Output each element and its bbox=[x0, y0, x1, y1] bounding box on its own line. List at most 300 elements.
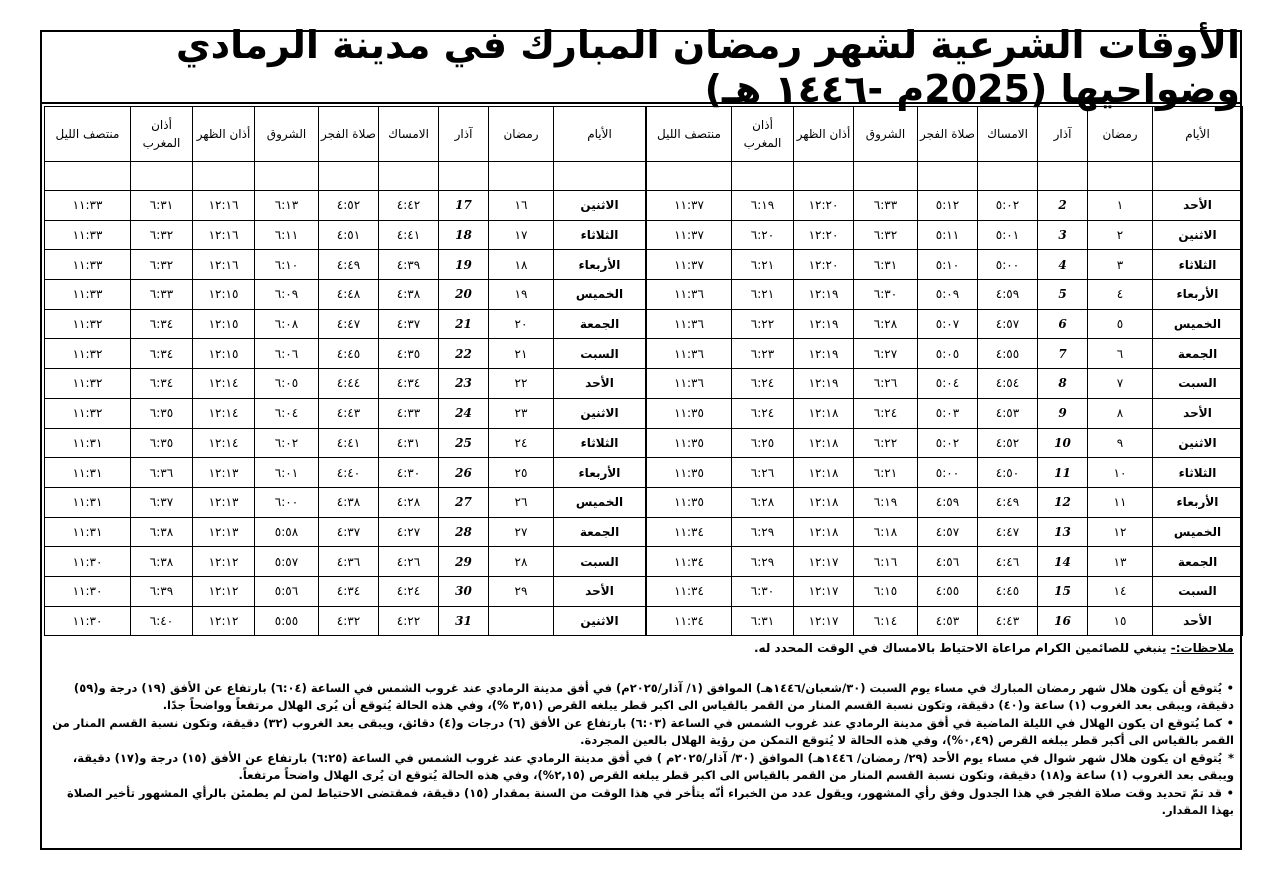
cell-maghrib: ٦:٣٢ bbox=[131, 220, 193, 250]
cell-day: الثلاثاء bbox=[554, 220, 646, 250]
header-fajr: صلاة الفجر bbox=[319, 107, 379, 162]
cell-dhuhr: ١٢:١٩ bbox=[794, 369, 854, 399]
cell-imsak: ٤:٤١ bbox=[379, 220, 439, 250]
table-row bbox=[45, 191, 646, 221]
cell-ramadan: ١٢ bbox=[1088, 517, 1153, 547]
cell-fajr: ٤:٤٩ bbox=[319, 250, 379, 280]
cell-midnight: ١١:٣٦ bbox=[647, 280, 732, 310]
table-row bbox=[647, 428, 1243, 458]
cell-ramadan: ٢٤ bbox=[489, 428, 554, 458]
cell-fajr: ٤:٣٢ bbox=[319, 606, 379, 636]
cell-shuruq: ٥:٥٧ bbox=[255, 547, 319, 577]
cell-maghrib: ٦:١٩ bbox=[732, 191, 794, 221]
cell-fajr: ٤:٤٣ bbox=[319, 398, 379, 428]
table-row bbox=[647, 487, 1243, 517]
cell-imsak: ٤:٥٩ bbox=[978, 280, 1038, 310]
cell-midnight: ١١:٣٤ bbox=[647, 576, 732, 606]
asterisk-icon: * bbox=[1227, 751, 1234, 765]
cell-day: السبت bbox=[1153, 576, 1243, 606]
cell-maghrib: ٦:٢٢ bbox=[732, 309, 794, 339]
cell-dhuhr: ١٢:١٢ bbox=[193, 606, 255, 636]
cell-ramadan: ٢١ bbox=[489, 339, 554, 369]
cell-shuruq: ٦:٠١ bbox=[255, 458, 319, 488]
cell-ramadan: ١٧ bbox=[489, 220, 554, 250]
cell-adhar: 9 bbox=[1038, 398, 1088, 428]
cell-dhuhr: ١٢:١٩ bbox=[794, 339, 854, 369]
cell-day: الجمعة bbox=[1153, 339, 1243, 369]
table-row bbox=[45, 517, 646, 547]
cell-dhuhr: ١٢:٢٠ bbox=[794, 191, 854, 221]
header-adhar: آذار bbox=[439, 107, 489, 162]
cell-midnight: ١١:٣٥ bbox=[647, 487, 732, 517]
cell-midnight: ١١:٣٥ bbox=[647, 398, 732, 428]
cell-midnight: ١١:٣٦ bbox=[647, 369, 732, 399]
cell-fajr: ٤:٣٨ bbox=[319, 487, 379, 517]
cell-midnight: ١١:٣٠ bbox=[45, 606, 131, 636]
cell-fajr: ٤:٣٤ bbox=[319, 576, 379, 606]
cell-ramadan: ١٠ bbox=[1088, 458, 1153, 488]
cell-shuruq: ٦:١٦ bbox=[854, 547, 918, 577]
cell-day: الخميس bbox=[554, 487, 646, 517]
cell-shuruq: ٦:٠٦ bbox=[255, 339, 319, 369]
cell-imsak: ٤:٥٧ bbox=[978, 309, 1038, 339]
timetable-right bbox=[646, 106, 1243, 636]
cell-dhuhr: ١٢:٢٠ bbox=[794, 250, 854, 280]
cell-dhuhr: ١٢:١٧ bbox=[794, 576, 854, 606]
cell-maghrib: ٦:٢٠ bbox=[732, 220, 794, 250]
cell-adhar: 14 bbox=[1038, 547, 1088, 577]
cell-midnight: ١١:٣٠ bbox=[45, 547, 131, 577]
table-row bbox=[647, 339, 1243, 369]
cell-day: الأربعاء bbox=[554, 458, 646, 488]
cell-midnight: ١١:٣٠ bbox=[45, 576, 131, 606]
cell-maghrib: ٦:٢٤ bbox=[732, 398, 794, 428]
cell-dhuhr: ١٢:١٦ bbox=[193, 250, 255, 280]
cell-adhar: 10 bbox=[1038, 428, 1088, 458]
header-shuruq: الشروق bbox=[854, 107, 918, 162]
cell-shuruq: ٦:٠٩ bbox=[255, 280, 319, 310]
note-bullet bbox=[48, 680, 1234, 713]
cell-imsak: ٤:٣١ bbox=[379, 428, 439, 458]
header-days: الأيام bbox=[1153, 107, 1243, 162]
cell-adhar: 12 bbox=[1038, 487, 1088, 517]
note-bullet bbox=[48, 785, 1234, 818]
cell-ramadan: ١٦ bbox=[489, 191, 554, 221]
cell-maghrib: ٦:٣٢ bbox=[131, 250, 193, 280]
cell-fajr: ٤:٣٧ bbox=[319, 517, 379, 547]
cell-day: الاثنين bbox=[554, 606, 646, 636]
cell-shuruq: ٦:٣١ bbox=[854, 250, 918, 280]
cell-adhar: 22 bbox=[439, 339, 489, 369]
note-text: يُتوقع أن يكون هلال شهر رمضان المبارك في مساء يوم السبت (٣٠/شعبان/١٤٤٦هـ) الموافق (١/ آذار/٢٠٢٥م) في أفق مدينة الرمادي عند غروب الشمس في الساعة (٦:٠٤) بارتفاع عن الأفق (١٩) درجة و(٥٩) دقيقة، ويبقى بعد الغروب (١) ساعة و(٤٠) دقيقة، وتكون نسبة القسم المنار من القمر بالقياس الى اكبر قطر يبلغه القرص (٣,٥١ %)، وفي هذه الحالة يُتوقع أن يُرى الهلال مرتفعاً وواضحاً جدًا. bbox=[73, 681, 1234, 712]
cell-shuruq: ٥:٥٨ bbox=[255, 517, 319, 547]
header-imsak: الامساك bbox=[379, 107, 439, 162]
cell-shuruq: ٦:١٣ bbox=[255, 191, 319, 221]
cell-dhuhr: ١٢:١٥ bbox=[193, 339, 255, 369]
bullet-icon: • bbox=[1226, 786, 1234, 800]
cell-ramadan: ٤ bbox=[1088, 280, 1153, 310]
cell-shuruq: ٦:٣٣ bbox=[854, 191, 918, 221]
cell-day: الثلاثاء bbox=[1153, 250, 1243, 280]
cell-midnight: ١١:٣٤ bbox=[647, 547, 732, 577]
cell-maghrib: ٦:٢٩ bbox=[732, 517, 794, 547]
cell-adhar: 31 bbox=[439, 606, 489, 636]
cell-maghrib: ٦:٣٨ bbox=[131, 547, 193, 577]
cell-dhuhr: ١٢:١٨ bbox=[794, 517, 854, 547]
cell-day: الاثنين bbox=[554, 398, 646, 428]
cell-dhuhr: ١٢:١٦ bbox=[193, 220, 255, 250]
cell-adhar: 20 bbox=[439, 280, 489, 310]
cell-shuruq: ٦:١١ bbox=[255, 220, 319, 250]
cell-imsak: ٤:٢٤ bbox=[379, 576, 439, 606]
cell-maghrib: ٦:٢٤ bbox=[732, 369, 794, 399]
cell-fajr: ٥:٠٥ bbox=[918, 339, 978, 369]
cell-day: الثلاثاء bbox=[554, 428, 646, 458]
cell-fajr: ٤:٥٥ bbox=[918, 576, 978, 606]
cell-day: الأحد bbox=[554, 369, 646, 399]
cell-fajr: ٥:١٢ bbox=[918, 191, 978, 221]
cell-adhar: 11 bbox=[1038, 458, 1088, 488]
cell-maghrib: ٦:٢٥ bbox=[732, 428, 794, 458]
cell-maghrib: ٦:٣٩ bbox=[131, 576, 193, 606]
cell-imsak: ٤:٤٥ bbox=[978, 576, 1038, 606]
header-ramadan: رمضان bbox=[489, 107, 554, 162]
header-shuruq: الشروق bbox=[255, 107, 319, 162]
header-dhuhr: أذان الظهر bbox=[794, 107, 854, 162]
table-row bbox=[647, 369, 1243, 399]
cell-imsak: ٤:٣٨ bbox=[379, 280, 439, 310]
cell-fajr: ٥:٠٤ bbox=[918, 369, 978, 399]
cell-midnight: ١١:٣٤ bbox=[647, 517, 732, 547]
cell-adhar: 16 bbox=[1038, 606, 1088, 636]
timetable-right-body bbox=[647, 162, 1243, 636]
cell-shuruq: ٦:٠٤ bbox=[255, 398, 319, 428]
notes-body bbox=[48, 680, 1234, 820]
header-dhuhr: أذان الظهر bbox=[193, 107, 255, 162]
cell-imsak: ٤:٥٤ bbox=[978, 369, 1038, 399]
cell-midnight: ١١:٣٢ bbox=[45, 398, 131, 428]
cell-maghrib: ٦:٣٥ bbox=[131, 398, 193, 428]
cell-day: الأحد bbox=[1153, 606, 1243, 636]
cell-day: الأحد bbox=[1153, 191, 1243, 221]
cell-shuruq: ٦:٢٦ bbox=[854, 369, 918, 399]
cell-midnight: ١١:٣٣ bbox=[45, 280, 131, 310]
cell-shuruq: ٦:٠٢ bbox=[255, 428, 319, 458]
cell-ramadan: ٣ bbox=[1088, 250, 1153, 280]
cell-shuruq: ٦:٣٠ bbox=[854, 280, 918, 310]
cell-dhuhr: ١٢:١٨ bbox=[794, 458, 854, 488]
table-row bbox=[45, 576, 646, 606]
cell-dhuhr: ١٢:١٢ bbox=[193, 576, 255, 606]
cell-dhuhr: ١٢:١٧ bbox=[794, 547, 854, 577]
header-adhar: آذار bbox=[1038, 107, 1088, 162]
cell-fajr: ٥:٠٣ bbox=[918, 398, 978, 428]
cell-day: الجمعة bbox=[1153, 547, 1243, 577]
cell-imsak: ٤:٢٧ bbox=[379, 517, 439, 547]
cell-shuruq: ٥:٥٦ bbox=[255, 576, 319, 606]
table-row bbox=[45, 220, 646, 250]
cell-ramadan: ٢٨ bbox=[489, 547, 554, 577]
cell-imsak: ٤:٤٣ bbox=[978, 606, 1038, 636]
cell-fajr: ٤:٣٦ bbox=[319, 547, 379, 577]
cell-midnight: ١١:٣٣ bbox=[45, 191, 131, 221]
cell-shuruq: ٥:٥٥ bbox=[255, 606, 319, 636]
table-row bbox=[647, 220, 1243, 250]
cell-maghrib: ٦:٣٤ bbox=[131, 369, 193, 399]
cell-dhuhr: ١٢:١٦ bbox=[193, 191, 255, 221]
page-title: الأوقات الشرعية لشهر رمضان المبارك في مدينة الرمادي وضواحيها (2025م -١٤٤٦ هـ) bbox=[42, 32, 1240, 104]
cell-adhar: 30 bbox=[439, 576, 489, 606]
header-ramadan: رمضان bbox=[1088, 107, 1153, 162]
cell-midnight: ١١:٣٥ bbox=[647, 458, 732, 488]
cell-shuruq: ٦:١٨ bbox=[854, 517, 918, 547]
cell-midnight: ١١:٣٦ bbox=[647, 339, 732, 369]
cell-shuruq: ٦:٢٤ bbox=[854, 398, 918, 428]
cell-fajr: ٥:٠٢ bbox=[918, 428, 978, 458]
cell-imsak: ٤:٥٥ bbox=[978, 339, 1038, 369]
cell-shuruq: ٦:١٠ bbox=[255, 250, 319, 280]
table-row bbox=[647, 280, 1243, 310]
cell-midnight: ١١:٣٣ bbox=[45, 250, 131, 280]
cell-dhuhr: ١٢:١٢ bbox=[193, 547, 255, 577]
table-row bbox=[45, 458, 646, 488]
table-row bbox=[45, 398, 646, 428]
cell-dhuhr: ١٢:١٤ bbox=[193, 369, 255, 399]
header-midnight: منتصف الليل bbox=[647, 107, 732, 162]
table-row bbox=[45, 339, 646, 369]
cell-midnight: ١١:٣٢ bbox=[45, 309, 131, 339]
timetable-left bbox=[44, 106, 646, 636]
cell-midnight: ١١:٣٢ bbox=[45, 369, 131, 399]
cell-ramadan: ٧ bbox=[1088, 369, 1153, 399]
header-days: الأيام bbox=[554, 107, 646, 162]
cell-day: الأحد bbox=[554, 576, 646, 606]
cell-adhar: 13 bbox=[1038, 517, 1088, 547]
cell-adhar: 26 bbox=[439, 458, 489, 488]
header-maghrib: أذان المغرب bbox=[732, 107, 794, 162]
cell-fajr: ٤:٥٣ bbox=[918, 606, 978, 636]
cell-imsak: ٤:٣٧ bbox=[379, 309, 439, 339]
cell-maghrib: ٦:٣٠ bbox=[732, 576, 794, 606]
cell-maghrib: ٦:٣١ bbox=[131, 191, 193, 221]
table-row bbox=[647, 250, 1243, 280]
cell-day: السبت bbox=[554, 547, 646, 577]
cell-day: الثلاثاء bbox=[1153, 458, 1243, 488]
cell-imsak: ٥:٠٠ bbox=[978, 250, 1038, 280]
cell-adhar: 27 bbox=[439, 487, 489, 517]
bullet-icon: • bbox=[1226, 716, 1234, 730]
cell-adhar: 18 bbox=[439, 220, 489, 250]
cell-fajr: ٤:٤٨ bbox=[319, 280, 379, 310]
cell-ramadan: ٢٥ bbox=[489, 458, 554, 488]
cell-day: الجمعة bbox=[554, 309, 646, 339]
cell-midnight: ١١:٣١ bbox=[45, 487, 131, 517]
blank-row bbox=[45, 162, 646, 191]
cell-ramadan: ٢٠ bbox=[489, 309, 554, 339]
cell-imsak: ٤:٢٦ bbox=[379, 547, 439, 577]
cell-imsak: ٤:٤٦ bbox=[978, 547, 1038, 577]
cell-imsak: ٤:٥٢ bbox=[978, 428, 1038, 458]
cell-ramadan: ٢ bbox=[1088, 220, 1153, 250]
cell-dhuhr: ١٢:٢٠ bbox=[794, 220, 854, 250]
cell-fajr: ٥:١٠ bbox=[918, 250, 978, 280]
note-text: يُتوقع ان يكون هلال شهر شوال في مساء يوم الأحد (٢٩/ رمضان/ ١٤٤٦هـ) الموافق (٣٠/ آذار/٢٠٢٥م ) في أفق مدينة الرمادي عند غروب الشمس في الساعة (٦:٢٥) بارتفاع عن الأفق (١٥) درجة و(١٧) دقيقة، ويبقى بعد الغروب (١) ساعة و(١٨) دقيقة، وتكون نسبة القسم المنار من القمر بالقياس الى اكبر قطر يبلغه القرص (٢,١٥%)، وفي هذه الحالة يُتوقع ان يُرى الهلال واضحاً مرتفعاً. bbox=[72, 751, 1234, 782]
cell-shuruq: ٦:٢١ bbox=[854, 458, 918, 488]
cell-ramadan: ٥ bbox=[1088, 309, 1153, 339]
cell-shuruq: ٦:٠٠ bbox=[255, 487, 319, 517]
cell-day: الأربعاء bbox=[554, 250, 646, 280]
cell-shuruq: ٦:٢٨ bbox=[854, 309, 918, 339]
cell-imsak: ٤:٣٩ bbox=[379, 250, 439, 280]
cell-adhar: 2 bbox=[1038, 191, 1088, 221]
cell-imsak: ٤:٤٢ bbox=[379, 191, 439, 221]
cell-maghrib: ٦:٢١ bbox=[732, 250, 794, 280]
note-bullet bbox=[48, 715, 1234, 748]
cell-adhar: 19 bbox=[439, 250, 489, 280]
cell-day: الخميس bbox=[1153, 517, 1243, 547]
table-row bbox=[647, 606, 1243, 636]
cell-midnight: ١١:٣٤ bbox=[647, 606, 732, 636]
cell-ramadan: ١٤ bbox=[1088, 576, 1153, 606]
notes-header bbox=[754, 640, 1234, 657]
cell-ramadan: ٢٦ bbox=[489, 487, 554, 517]
cell-midnight: ١١:٣١ bbox=[45, 428, 131, 458]
table-row bbox=[647, 309, 1243, 339]
cell-ramadan: ٢٢ bbox=[489, 369, 554, 399]
header-fajr: صلاة الفجر bbox=[918, 107, 978, 162]
cell-adhar: 23 bbox=[439, 369, 489, 399]
cell-day: السبت bbox=[554, 339, 646, 369]
cell-adhar: 21 bbox=[439, 309, 489, 339]
cell-day: الأربعاء bbox=[1153, 280, 1243, 310]
table-header-row bbox=[647, 107, 1243, 162]
cell-day: الأحد bbox=[1153, 398, 1243, 428]
cell-maghrib: ٦:٣١ bbox=[732, 606, 794, 636]
cell-maghrib: ٦:٣٥ bbox=[131, 428, 193, 458]
cell-imsak: ٤:٣٣ bbox=[379, 398, 439, 428]
cell-shuruq: ٦:٠٨ bbox=[255, 309, 319, 339]
cell-dhuhr: ١٢:١٤ bbox=[193, 428, 255, 458]
cell-ramadan: ١١ bbox=[1088, 487, 1153, 517]
cell-dhuhr: ١٢:١٥ bbox=[193, 280, 255, 310]
cell-imsak: ٤:٣٥ bbox=[379, 339, 439, 369]
header-midnight: منتصف الليل bbox=[45, 107, 131, 162]
cell-dhuhr: ١٢:١٧ bbox=[794, 606, 854, 636]
cell-adhar: 28 bbox=[439, 517, 489, 547]
cell-maghrib: ٦:٣٧ bbox=[131, 487, 193, 517]
cell-adhar: 8 bbox=[1038, 369, 1088, 399]
cell-maghrib: ٦:٣٤ bbox=[131, 339, 193, 369]
cell-adhar: 24 bbox=[439, 398, 489, 428]
cell-shuruq: ٦:١٥ bbox=[854, 576, 918, 606]
cell-dhuhr: ١٢:١٩ bbox=[794, 309, 854, 339]
cell-ramadan: ١٣ bbox=[1088, 547, 1153, 577]
cell-fajr: ٤:٤٤ bbox=[319, 369, 379, 399]
cell-maghrib: ٦:٤٠ bbox=[131, 606, 193, 636]
cell-imsak: ٤:٢٨ bbox=[379, 487, 439, 517]
cell-ramadan: ١٥ bbox=[1088, 606, 1153, 636]
cell-ramadan: ٨ bbox=[1088, 398, 1153, 428]
cell-day: الاثنين bbox=[1153, 220, 1243, 250]
cell-fajr: ٥:١١ bbox=[918, 220, 978, 250]
cell-adhar: 25 bbox=[439, 428, 489, 458]
cell-ramadan: ١ bbox=[1088, 191, 1153, 221]
table-row bbox=[647, 191, 1243, 221]
cell-midnight: ١١:٣٣ bbox=[45, 220, 131, 250]
cell-maghrib: ٦:٢٦ bbox=[732, 458, 794, 488]
table-row bbox=[647, 458, 1243, 488]
cell-imsak: ٤:٣٤ bbox=[379, 369, 439, 399]
cell-fajr: ٤:٥٦ bbox=[918, 547, 978, 577]
cell-fajr: ٤:٤٧ bbox=[319, 309, 379, 339]
cell-imsak: ٤:٤٧ bbox=[978, 517, 1038, 547]
cell-imsak: ٤:٥٠ bbox=[978, 458, 1038, 488]
cell-ramadan: ٢٩ bbox=[489, 576, 554, 606]
table-row bbox=[45, 250, 646, 280]
cell-midnight: ١١:٣٧ bbox=[647, 250, 732, 280]
cell-fajr: ٥:٠٠ bbox=[918, 458, 978, 488]
cell-fajr: ٥:٠٩ bbox=[918, 280, 978, 310]
cell-maghrib: ٦:٣٨ bbox=[131, 517, 193, 547]
header-imsak: الامساك bbox=[978, 107, 1038, 162]
prayer-timetable-sheet bbox=[40, 23, 1242, 850]
cell-ramadan: ١٨ bbox=[489, 250, 554, 280]
header-maghrib: أذان المغرب bbox=[131, 107, 193, 162]
cell-maghrib: ٦:٣٦ bbox=[131, 458, 193, 488]
note-text: قد تمّ تحديد وقت صلاة الفجر في هذا الجدول وفق رأي المشهور، ويقول عدد من الخبراء أنّه يتأخر في هذا الوقت من السنة بمقدار (١٥) دقيقة، فمقتضى الاحتياط لمن لم يطمئن بالرأي المشهور تأخير الصلاة بهذا المقدار. bbox=[67, 786, 1234, 817]
cell-day: الخميس bbox=[1153, 309, 1243, 339]
table-row bbox=[45, 428, 646, 458]
cell-fajr: ٤:٥١ bbox=[319, 220, 379, 250]
notes-section bbox=[44, 634, 1240, 848]
table-row bbox=[647, 398, 1243, 428]
cell-shuruq: ٦:١٩ bbox=[854, 487, 918, 517]
cell-midnight: ١١:٣٧ bbox=[647, 220, 732, 250]
cell-imsak: ٤:٣٠ bbox=[379, 458, 439, 488]
cell-fajr: ٤:٥٩ bbox=[918, 487, 978, 517]
cell-ramadan: ٢٧ bbox=[489, 517, 554, 547]
cell-day: الجمعة bbox=[554, 517, 646, 547]
cell-midnight: ١١:٣٧ bbox=[647, 191, 732, 221]
table-row bbox=[45, 547, 646, 577]
notes-intro: ينبغي للصائمين الكرام مراعاة الاحتياط بالامساك في الوقت المحدد له. bbox=[754, 641, 1167, 655]
cell-maghrib: ٦:٢٨ bbox=[732, 487, 794, 517]
cell-shuruq: ٦:٣٢ bbox=[854, 220, 918, 250]
cell-day: الاثنين bbox=[554, 191, 646, 221]
table-row bbox=[647, 576, 1243, 606]
cell-adhar: 15 bbox=[1038, 576, 1088, 606]
cell-imsak: ٥:٠١ bbox=[978, 220, 1038, 250]
cell-day: الاثنين bbox=[1153, 428, 1243, 458]
table-row bbox=[647, 517, 1243, 547]
note-bullet bbox=[48, 750, 1234, 783]
cell-ramadan: ٢٣ bbox=[489, 398, 554, 428]
table-row bbox=[647, 547, 1243, 577]
cell-day: السبت bbox=[1153, 369, 1243, 399]
table-row bbox=[45, 606, 646, 636]
cell-imsak: ٥:٠٢ bbox=[978, 191, 1038, 221]
cell-adhar: 29 bbox=[439, 547, 489, 577]
cell-fajr: ٤:٤٥ bbox=[319, 339, 379, 369]
cell-maghrib: ٦:٢١ bbox=[732, 280, 794, 310]
cell-adhar: 17 bbox=[439, 191, 489, 221]
cell-adhar: 4 bbox=[1038, 250, 1088, 280]
cell-imsak: ٤:٤٩ bbox=[978, 487, 1038, 517]
table-row bbox=[45, 280, 646, 310]
bullet-icon: • bbox=[1226, 681, 1234, 695]
cell-ramadan: ٩ bbox=[1088, 428, 1153, 458]
cell-ramadan bbox=[489, 606, 554, 636]
